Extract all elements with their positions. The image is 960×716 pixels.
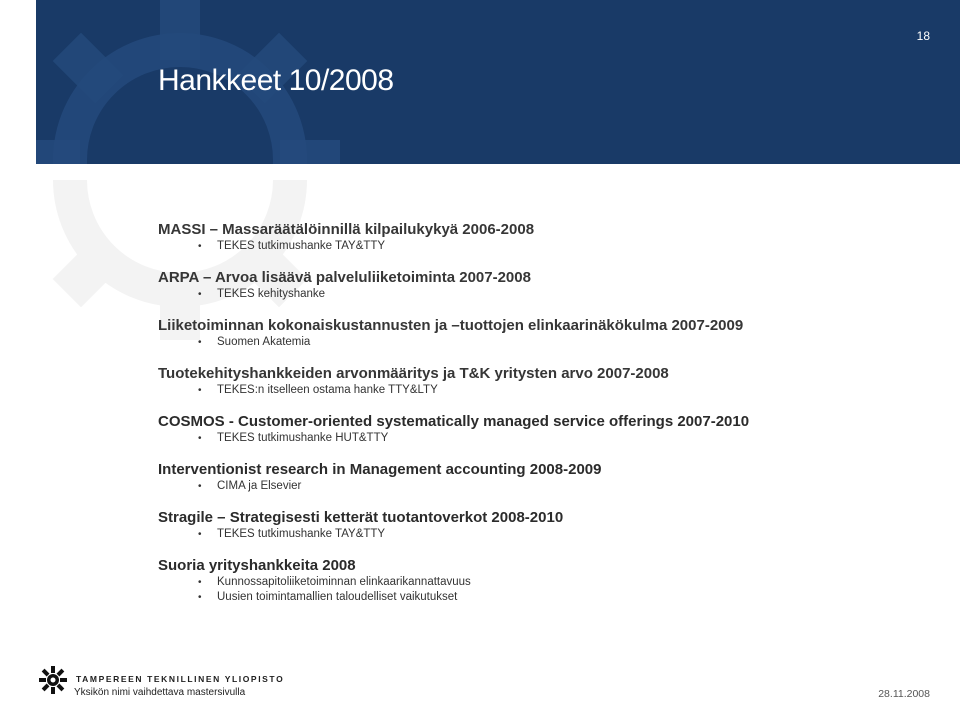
page-number: 18 — [916, 29, 930, 43]
project-detail: • TEKES tutkimushanke HUT&TTY — [198, 432, 389, 444]
project-detail: • CIMA ja Elsevier — [198, 480, 302, 492]
footer-unit: Yksikön nimi vaihdettava mastersivulla — [74, 687, 246, 698]
project-title: Liiketoiminnan kokonaiskustannusten ja –tuottojen elinkaarinäkökulma 2007-2009 — [158, 317, 744, 334]
project-detail: • TEKES tutkimushanke TAY&TTY — [198, 240, 386, 252]
project-item — [158, 269, 918, 302]
project-title: MASSI – Massaräätälöinnillä kilpailukykyä 2006-2008 — [158, 221, 535, 238]
slide-title: Hankkeet 10/2008 — [158, 64, 394, 97]
project-title: Stragile – Strategisesti ketterät tuotantoverkot 2008-2010 — [158, 509, 564, 526]
project-detail: • TEKES kehityshanke — [198, 288, 326, 300]
project-item — [158, 413, 918, 446]
bullet-icon: • — [198, 481, 202, 492]
project-item — [158, 317, 918, 350]
bullet-icon: • — [198, 592, 202, 603]
project-detail: • TEKES:n itselleen ostama hanke TTY&LTY — [198, 384, 438, 396]
bullet-icon: • — [198, 433, 202, 444]
slide-header — [36, 0, 960, 164]
bullet-icon: • — [198, 577, 202, 588]
project-detail: • Uusien toimintamallien taloudelliset vaikutukset — [198, 591, 458, 603]
bullet-icon: • — [198, 529, 202, 540]
bullet-icon: • — [198, 289, 202, 300]
tut-logo-icon — [38, 665, 68, 695]
project-title: Tuotekehityshankkeiden arvonmääritys ja T&K yritysten arvo 2007-2008 — [158, 365, 669, 382]
project-title: ARPA – Arvoa lisäävä palveluliiketoiminta 2007-2008 — [158, 269, 531, 286]
footer-date: 28.11.2008 — [878, 688, 930, 700]
bullet-icon: • — [198, 337, 202, 348]
project-list — [158, 221, 918, 620]
project-title: Interventionist research in Management accounting 2008-2009 — [158, 461, 602, 478]
bullet-icon: • — [198, 385, 202, 396]
project-title: Suoria yrityshankkeita 2008 — [158, 557, 356, 574]
project-detail: • TEKES tutkimushanke TAY&TTY — [198, 528, 386, 540]
project-item — [158, 509, 918, 542]
project-item — [158, 365, 918, 398]
project-detail: • Suomen Akatemia — [198, 336, 311, 348]
project-item — [158, 557, 918, 605]
project-title: COSMOS - Customer-oriented systematically managed service offerings 2007-2010 — [158, 413, 750, 430]
project-detail: • Kunnossapitoliiketoiminnan elinkaarikannattavuus — [198, 576, 471, 588]
bullet-icon: • — [198, 241, 202, 252]
project-item — [158, 221, 918, 254]
project-item — [158, 461, 918, 494]
university-name: TAMPEREEN TEKNILLINEN YLIOPISTO — [76, 674, 285, 684]
